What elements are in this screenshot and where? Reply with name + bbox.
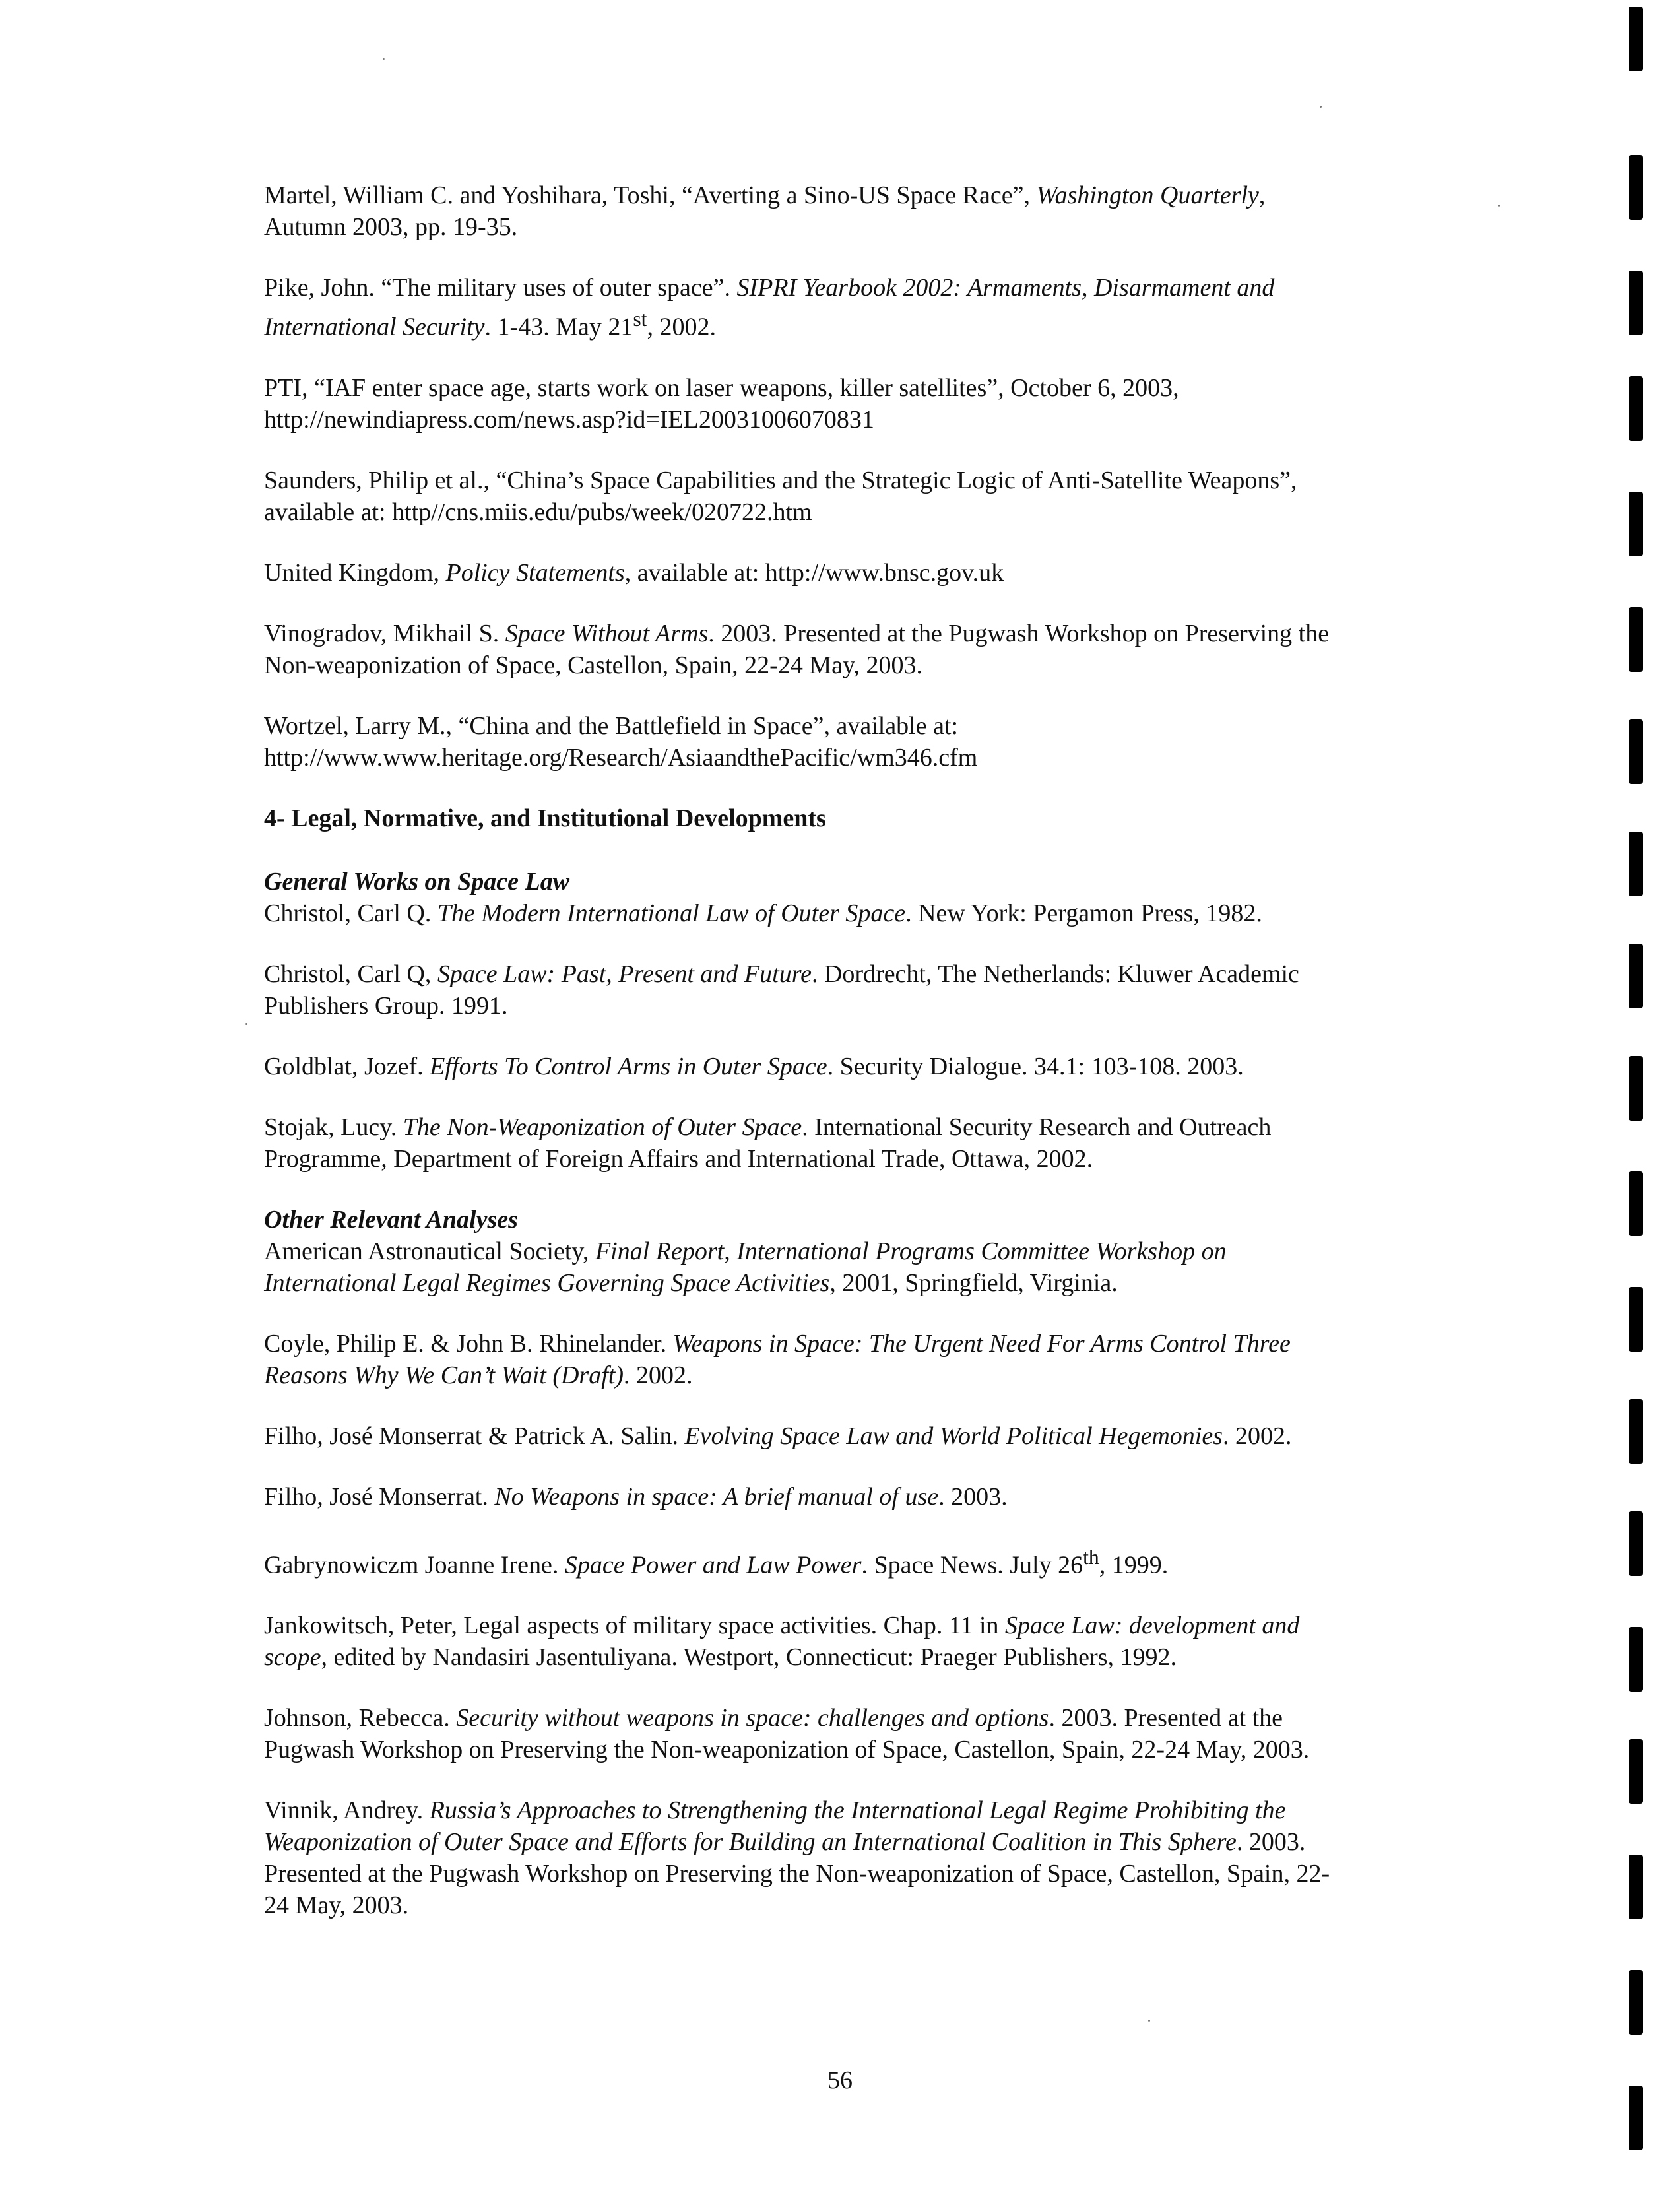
scan-mark	[1629, 2086, 1643, 2150]
scan-mark	[1629, 944, 1643, 1008]
reference-entry	[264, 557, 1478, 589]
scan-mark	[1629, 1511, 1643, 1576]
scan-speck	[383, 58, 385, 60]
scan-mark	[1629, 271, 1643, 335]
reference-entry	[264, 1111, 1478, 1175]
scan-mark	[1629, 1855, 1643, 1919]
subheading-other-analyses: Other Relevant Analyses	[264, 1205, 518, 1233]
reference-text: Johnson, Rebecca. Security without weapons in space: challenges and options. 2003. Presented at the Pugwash Workshop on Preserving the Non-weaponization of Space, Castellon, Spain, 22-24 May, 2003.	[264, 1704, 1310, 1764]
reference-text: PTI, “IAF enter space age, starts work on laser weapons, killer satellites”, October 6, 2003, http://newindiapress.com/news.asp?id=IEL20031006070831	[264, 374, 1179, 434]
subheading-general-works: General Works on Space Law	[264, 867, 570, 896]
scan-mark	[1629, 1739, 1643, 1804]
reference-entry	[264, 1610, 1478, 1673]
reference-text: Vinnik, Andrey. Russia’s Approaches to Strengthening the International Legal Regime Prohibiting the Weaponization of Outer Space and Efforts for Building an International Coalition in This Sphere. 2003. Presented at the Pugwash Workshop on Preserving the Non-weaponization of Space, Castellon, Spain, 22- 24 May, 2003.	[264, 1796, 1330, 1920]
reference-list	[264, 180, 1478, 773]
section-heading: 4- Legal, Normative, and Institutional Developments	[264, 804, 826, 832]
reference-entry	[264, 372, 1478, 436]
reference-list-general-works	[264, 898, 1478, 1175]
reference-text: Wortzel, Larry M., “China and the Battlefield in Space”, available at: http://www.www.heritage.org/Research/AsiaandthePacific/wm346.cfm	[264, 711, 978, 772]
reference-entry	[264, 1420, 1478, 1452]
scan-speck	[1498, 205, 1500, 207]
reference-text: Goldblat, Jozef. Efforts To Control Arms in Outer Space. Security Dialogue. 34.1: 103-108. 2003.	[264, 1052, 1244, 1080]
reference-text: American Astronautical Society, Final Report, International Programs Committee Workshop on International Legal Regimes Governing Space Activities, 2001, Springfield, Virginia.	[264, 1237, 1227, 1297]
reference-entry	[264, 272, 1478, 343]
scan-margin-marks	[1629, 0, 1655, 2203]
reference-text: Pike, John. “The military uses of outer space”. SIPRI Yearbook 2002: Armaments, Disarmament and International Security. 1-43. May 21st, 2002.	[264, 274, 1275, 341]
page-number: 56	[827, 2066, 853, 2094]
scan-mark	[1629, 1056, 1643, 1121]
reference-text: Martel, William C. and Yoshihara, Toshi, “Averting a Sino-US Space Race”, Washington Quarterly, Autumn 2003, pp. 19-35.	[264, 181, 1266, 241]
scan-mark	[1629, 1287, 1643, 1352]
scan-speck	[1148, 2020, 1150, 2022]
scan-mark	[1629, 376, 1643, 441]
reference-entry	[264, 1702, 1478, 1765]
scan-mark	[1629, 1171, 1643, 1236]
reference-entry	[264, 958, 1478, 1022]
reference-entry	[264, 710, 1478, 773]
scan-mark	[1629, 1399, 1643, 1464]
reference-text: United Kingdom, Policy Statements, available at: http://www.bnsc.gov.uk	[264, 558, 1004, 587]
reference-entry	[264, 1051, 1478, 1082]
scan-mark	[1629, 7, 1643, 71]
reference-text: Coyle, Philip E. & John B. Rhinelander. Weapons in Space: The Urgent Need For Arms Control Three Reasons Why We Can’t Wait (Draft). 2002.	[264, 1329, 1291, 1389]
reference-text: Stojak, Lucy. The Non-Weaponization of Outer Space. International Security Research and Outreach Programme, Department of Foreign Affairs and International Trade, Ottawa, 2002.	[264, 1113, 1272, 1173]
scan-mark	[1629, 155, 1643, 220]
reference-entry	[264, 618, 1478, 681]
reference-text: Christol, Carl Q. The Modern International Law of Outer Space. New York: Pergamon Press, 1982.	[264, 899, 1262, 927]
reference-text: Vinogradov, Mikhail S. Space Without Arms. 2003. Presented at the Pugwash Workshop on Preserving the Non-weaponization of Space, Castellon, Spain, 22-24 May, 2003.	[264, 619, 1330, 679]
scan-speck	[245, 1023, 247, 1025]
reference-list-other-analyses	[264, 1235, 1478, 1922]
reference-text: Filho, José Monserrat & Patrick A. Salin. Evolving Space Law and World Political Hegemonies. 2002.	[264, 1422, 1292, 1450]
reference-entry	[264, 1328, 1478, 1391]
reference-text: Jankowitsch, Peter, Legal aspects of military space activities. Chap. 11 in Space Law: development and scope, edited by Nandasiri Jasentuliyana. Westport, Connecticut: Praeger Publishers, 1992.	[264, 1612, 1300, 1672]
reference-text: Filho, José Monserrat. No Weapons in space: A brief manual of use. 2003.	[264, 1482, 1008, 1511]
reference-entry	[264, 1794, 1478, 1921]
scan-mark	[1629, 492, 1643, 556]
scan-mark	[1629, 719, 1643, 784]
scan-mark	[1629, 1970, 1643, 2035]
scan-speck	[1320, 106, 1322, 108]
reference-entry	[264, 1481, 1478, 1513]
reference-entry	[264, 1542, 1478, 1581]
scan-mark	[1629, 832, 1643, 896]
scan-mark	[1629, 607, 1643, 672]
reference-text: Christol, Carl Q, Space Law: Past, Present and Future. Dordrecht, The Netherlands: Kluwer Academic Publishers Group. 1991.	[264, 960, 1299, 1020]
reference-entry	[264, 898, 1478, 929]
reference-text: Gabrynowiczm Joanne Irene. Space Power and Law Power. Space News. July 26th, 1999.	[264, 1545, 1169, 1579]
scan-mark	[1629, 1627, 1643, 1692]
reference-entry	[264, 1235, 1478, 1299]
reference-entry	[264, 465, 1478, 528]
reference-entry	[264, 180, 1478, 243]
reference-text: Saunders, Philip et al., “China’s Space Capabilities and the Strategic Logic of Anti-Satellite Weapons”, available at: http//cns.miis.edu/pubs/week/020722.htm	[264, 466, 1297, 526]
bibliography	[264, 180, 1478, 1950]
